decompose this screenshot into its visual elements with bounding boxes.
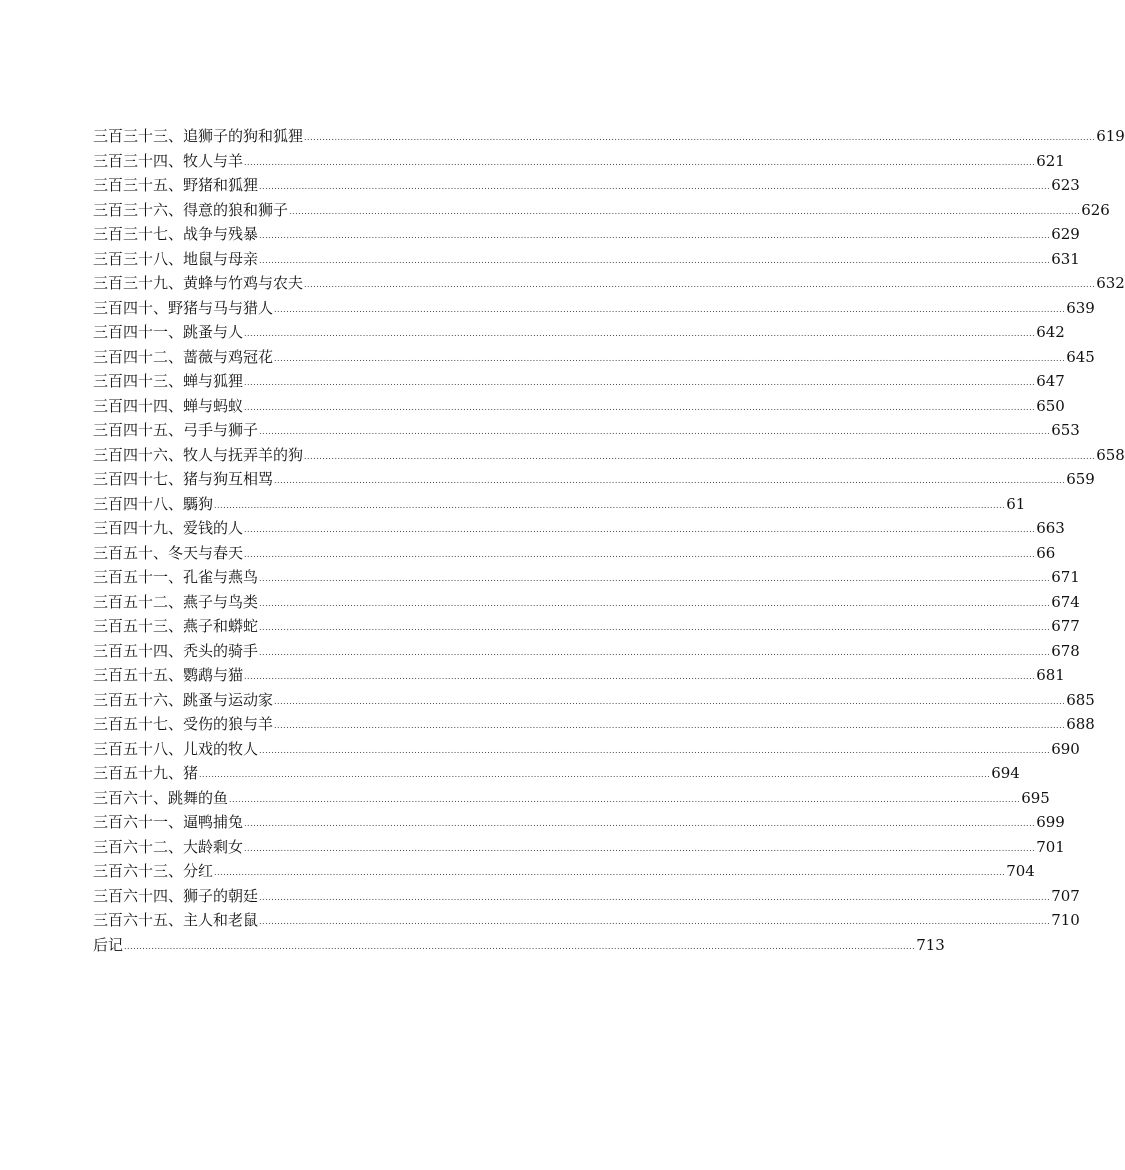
toc-entry-title: 三百四十七、猪与狗互相骂 xyxy=(93,470,274,488)
toc-leader-dots: .................................................................................................................................................................................................................................................................... xyxy=(199,770,991,779)
toc-leader-dots: .................................................................................................................................................................................................................................................................... xyxy=(274,696,1066,706)
toc-entry-page-number: 685 xyxy=(1066,690,1095,709)
toc-entry-title: 三百四十五、弓手与狮子 xyxy=(93,421,259,439)
toc-entry xyxy=(93,541,1056,566)
toc-entry xyxy=(93,737,1080,762)
toc-leader-dots: .................................................................................................................................................................................................................................................................... xyxy=(244,819,1036,828)
toc-entry xyxy=(93,369,1065,394)
toc-entry xyxy=(93,222,1080,247)
toc-leader-dots: .................................................................................................................................................................................................................................................................... xyxy=(124,941,916,951)
toc-entry-page-number: 619 xyxy=(1096,127,1125,145)
toc-entry-title: 三百四十二、蔷薇与鸡冠花 xyxy=(93,347,274,366)
toc-leader-dots: .................................................................................................................................................................................................................................................................... xyxy=(274,353,1066,363)
toc-entry-title: 三百三十三、追狮子的狗和狐狸 xyxy=(93,127,304,145)
toc-leader-dots: .................................................................................................................................................................................................................................................................... xyxy=(304,451,1096,461)
toc-entry-page-number: 645 xyxy=(1066,347,1095,366)
toc-leader-dots: .................................................................................................................................................................................................................................................................... xyxy=(244,329,1036,338)
toc-entry xyxy=(93,565,1080,590)
toc-entry xyxy=(93,124,1125,149)
toc-entry xyxy=(93,639,1080,664)
toc-leader-dots: .................................................................................................................................................................................................................................................................... xyxy=(259,182,1051,191)
toc-entry-title: 三百四十八、騳狗 xyxy=(93,494,214,513)
toc-entry-page-number: 707 xyxy=(1051,886,1080,905)
toc-entry xyxy=(93,908,1080,933)
toc-entry-page-number: 701 xyxy=(1036,837,1065,856)
toc-entry-page-number: 621 xyxy=(1036,151,1065,170)
toc-entry-page-number: 663 xyxy=(1036,519,1065,537)
toc-entry-title: 三百五十三、燕子和蟒蛇 xyxy=(93,617,259,635)
toc-entry-page-number: 659 xyxy=(1066,470,1095,488)
toc-entry-title: 三百三十七、战争与残暴 xyxy=(93,225,259,243)
toc-leader-dots: .................................................................................................................................................................................................................................................................... xyxy=(259,917,1051,926)
toc-entry-title: 三百四十、野猪与马与猎人 xyxy=(93,298,274,317)
toc-entry-title: 三百五十九、猪 xyxy=(93,764,199,782)
toc-entry-page-number: 681 xyxy=(1036,666,1065,684)
toc-entry-title: 三百五十四、秃头的骑手 xyxy=(93,641,259,660)
toc-entry xyxy=(93,467,1095,492)
toc-entry xyxy=(93,296,1095,321)
toc-entry-page-number: 695 xyxy=(1021,788,1050,807)
toc-entry-page-number: 677 xyxy=(1051,617,1080,635)
toc-entry-title: 三百五十八、儿戏的牧人 xyxy=(93,739,259,758)
toc-entry xyxy=(93,614,1080,639)
toc-entry-title: 三百六十五、主人和老鼠 xyxy=(93,911,259,929)
toc-entry-page-number: 623 xyxy=(1051,176,1080,194)
toc-entry xyxy=(93,345,1095,370)
toc-entry-page-number: 694 xyxy=(991,764,1020,782)
toc-entry-page-number: 629 xyxy=(1051,225,1080,243)
toc-entry-title: 后记 xyxy=(93,935,124,954)
toc-entry-title: 三百五十二、燕子与鸟类 xyxy=(93,592,259,611)
toc-entry-page-number: 632 xyxy=(1096,274,1125,292)
toc-entry xyxy=(93,590,1080,615)
toc-leader-dots: .................................................................................................................................................................................................................................................................... xyxy=(259,427,1051,436)
toc-leader-dots: .................................................................................................................................................................................................................................................................... xyxy=(259,598,1051,608)
toc-entry-title: 三百三十六、得意的狼和狮子 xyxy=(93,200,289,219)
toc-leader-dots: .................................................................................................................................................................................................................................................................... xyxy=(244,843,1036,853)
toc-entry xyxy=(93,271,1125,296)
toc-entry-page-number: 658 xyxy=(1096,445,1125,464)
toc-leader-dots: .................................................................................................................................................................................................................................................................... xyxy=(229,794,1021,804)
toc-entry-page-number: 61 xyxy=(1006,494,1026,513)
toc-entry-title: 三百三十五、野猪和狐狸 xyxy=(93,176,259,194)
toc-entry-page-number: 671 xyxy=(1051,568,1080,586)
toc-entry xyxy=(93,810,1065,835)
toc-entry xyxy=(93,688,1095,713)
toc-entry xyxy=(93,761,1020,786)
toc-entry-page-number: 653 xyxy=(1051,421,1080,439)
toc-entry-title: 三百五十一、孔雀与燕鸟 xyxy=(93,568,259,586)
toc-entry-title: 三百六十四、狮子的朝廷 xyxy=(93,886,259,905)
toc-leader-dots: .................................................................................................................................................................................................................................................................... xyxy=(244,402,1036,412)
toc-entry xyxy=(93,198,1110,223)
toc-leader-dots: .................................................................................................................................................................................................................................................................... xyxy=(259,255,1051,265)
toc-entry xyxy=(93,320,1065,345)
toc-entry-title: 三百六十、跳舞的鱼 xyxy=(93,788,229,807)
toc-entry-title: 三百三十九、黄蜂与竹鸡与农夫 xyxy=(93,274,304,292)
toc-entry-title: 三百六十一、逼鸭捕兔 xyxy=(93,813,244,831)
toc-leader-dots: .................................................................................................................................................................................................................................................................... xyxy=(274,721,1066,730)
toc-entry xyxy=(93,443,1125,468)
toc-leader-dots: .................................................................................................................................................................................................................................................................... xyxy=(274,304,1066,314)
toc-leader-dots: .................................................................................................................................................................................................................................................................... xyxy=(244,378,1036,387)
toc-leader-dots: .................................................................................................................................................................................................................................................................... xyxy=(244,525,1036,534)
toc-entry xyxy=(93,663,1065,688)
toc-leader-dots: .................................................................................................................................................................................................................................................................... xyxy=(244,549,1036,559)
toc-entry-page-number: 704 xyxy=(1006,862,1035,880)
toc-entry-page-number: 674 xyxy=(1051,592,1080,611)
toc-leader-dots: .................................................................................................................................................................................................................................................................... xyxy=(289,206,1081,216)
toc-entry xyxy=(93,859,1035,884)
toc-leader-dots: .................................................................................................................................................................................................................................................................... xyxy=(304,133,1096,142)
toc-entry-page-number: 642 xyxy=(1036,323,1065,341)
toc-leader-dots: .................................................................................................................................................................................................................................................................... xyxy=(214,500,1006,510)
table-of-contents xyxy=(93,124,1125,957)
toc-entry-page-number: 639 xyxy=(1066,298,1095,317)
toc-entry-title: 三百四十四、蝉与蚂蚁 xyxy=(93,396,244,415)
toc-entry-page-number: 626 xyxy=(1081,200,1110,219)
toc-entry-title: 三百三十八、地鼠与母亲 xyxy=(93,249,259,268)
toc-entry xyxy=(93,884,1080,909)
toc-entry xyxy=(93,712,1095,737)
toc-leader-dots: .................................................................................................................................................................................................................................................................... xyxy=(304,280,1096,289)
toc-leader-dots: .................................................................................................................................................................................................................................................................... xyxy=(274,476,1066,485)
toc-entry-title: 三百四十六、牧人与抚弄羊的狗 xyxy=(93,445,304,464)
toc-entry-page-number: 650 xyxy=(1036,396,1065,415)
toc-entry-title: 三百四十三、蝉与狐狸 xyxy=(93,372,244,390)
toc-entry-title: 三百五十、冬天与春天 xyxy=(93,543,244,562)
toc-entry xyxy=(93,516,1065,541)
toc-entry-page-number: 690 xyxy=(1051,739,1080,758)
toc-leader-dots: .................................................................................................................................................................................................................................................................... xyxy=(244,157,1036,167)
toc-entry-title: 三百六十二、大龄剩女 xyxy=(93,837,244,856)
toc-entry-page-number: 678 xyxy=(1051,641,1080,660)
toc-leader-dots: .................................................................................................................................................................................................................................................................... xyxy=(259,231,1051,240)
toc-entry xyxy=(93,247,1080,272)
toc-entry-title: 三百三十四、牧人与羊 xyxy=(93,151,244,170)
toc-entry-page-number: 647 xyxy=(1036,372,1065,390)
toc-entry-page-number: 699 xyxy=(1036,813,1065,831)
toc-leader-dots: .................................................................................................................................................................................................................................................................... xyxy=(214,868,1006,877)
toc-entry-page-number: 713 xyxy=(916,935,945,954)
toc-leader-dots: .................................................................................................................................................................................................................................................................... xyxy=(259,574,1051,583)
toc-entry-page-number: 688 xyxy=(1066,715,1095,733)
toc-entry xyxy=(93,933,945,958)
toc-leader-dots: .................................................................................................................................................................................................................................................................... xyxy=(244,672,1036,681)
toc-entry xyxy=(93,149,1065,174)
toc-entry-title: 三百四十一、跳蚤与人 xyxy=(93,323,244,341)
toc-entry-title: 三百六十三、分红 xyxy=(93,862,214,880)
toc-entry xyxy=(93,394,1065,419)
toc-leader-dots: .................................................................................................................................................................................................................................................................... xyxy=(259,892,1051,902)
toc-entry xyxy=(93,492,1026,517)
toc-leader-dots: .................................................................................................................................................................................................................................................................... xyxy=(259,745,1051,755)
toc-entry xyxy=(93,418,1080,443)
toc-entry-title: 三百五十六、跳蚤与运动家 xyxy=(93,690,274,709)
toc-entry xyxy=(93,173,1080,198)
toc-entry xyxy=(93,835,1065,860)
toc-entry-title: 三百四十九、爱钱的人 xyxy=(93,519,244,537)
toc-leader-dots: .................................................................................................................................................................................................................................................................... xyxy=(259,647,1051,657)
toc-entry-page-number: 710 xyxy=(1051,911,1080,929)
toc-entry xyxy=(93,786,1050,811)
toc-entry-title: 三百五十七、受伤的狼与羊 xyxy=(93,715,274,733)
toc-entry-page-number: 631 xyxy=(1051,249,1080,268)
toc-entry-page-number: 66 xyxy=(1036,543,1056,562)
toc-entry-title: 三百五十五、鹦鹉与猫 xyxy=(93,666,244,684)
toc-leader-dots: .................................................................................................................................................................................................................................................................... xyxy=(259,623,1051,632)
